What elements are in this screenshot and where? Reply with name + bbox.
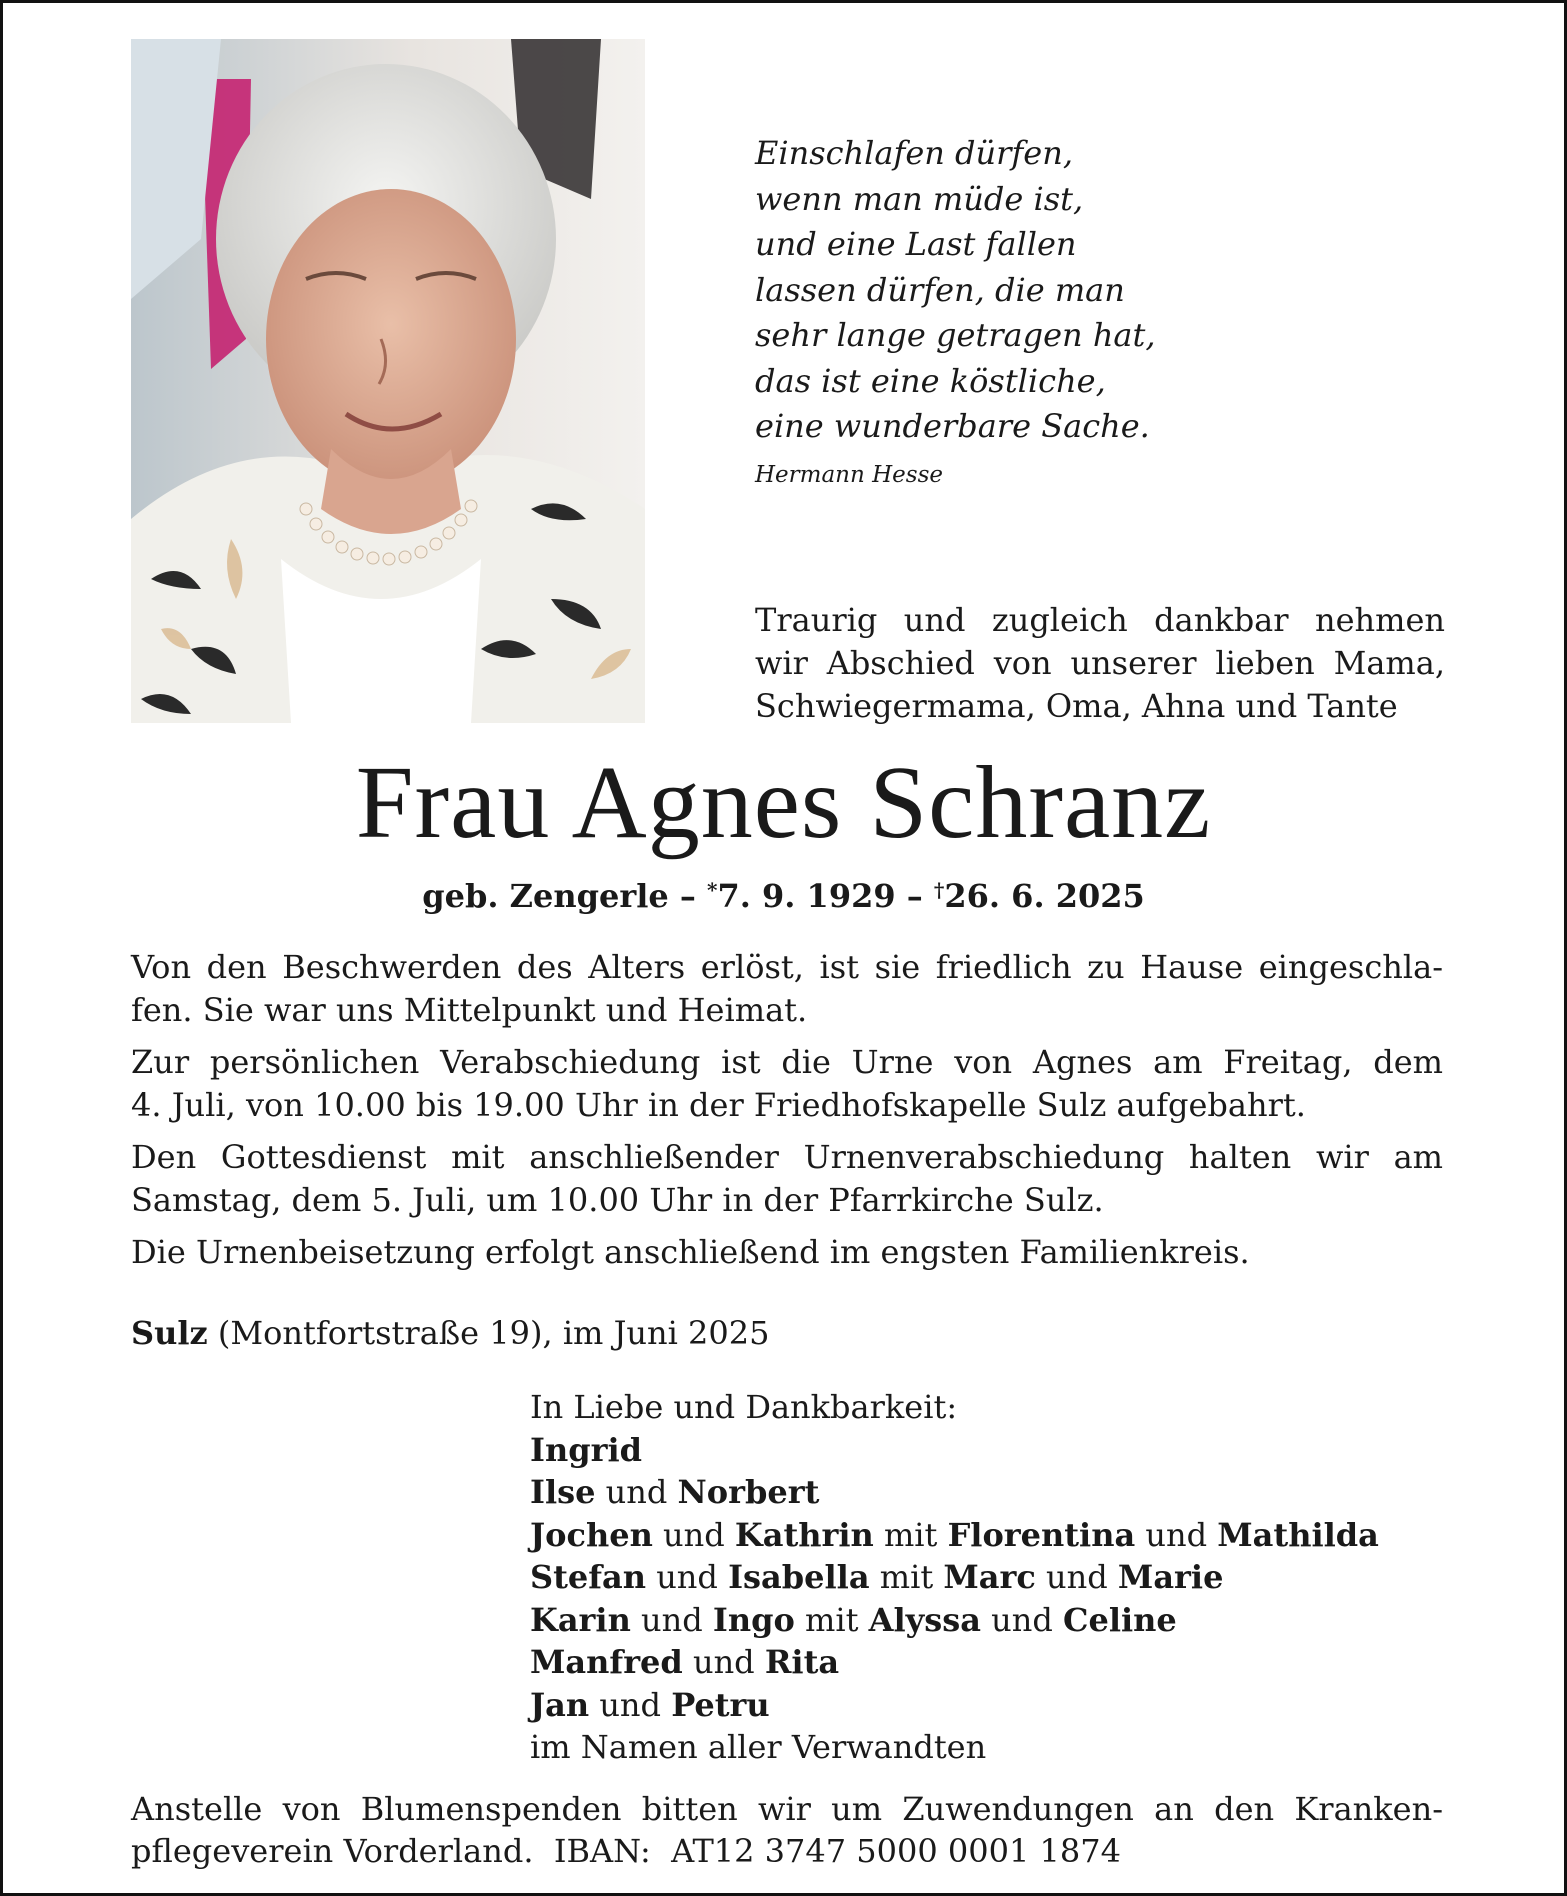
family-member: Petru [671, 1685, 770, 1724]
family-member: Mathilda [1217, 1515, 1379, 1554]
connector: und [646, 1558, 729, 1596]
intro-text [755, 599, 1445, 728]
connector: und [980, 1600, 1063, 1639]
family-line [530, 1429, 1450, 1472]
family-member: Manfred [530, 1643, 683, 1681]
paragraph [131, 1136, 1443, 1222]
family-member: Ingrid [530, 1430, 642, 1469]
family-member: Jan [530, 1685, 590, 1724]
connector: mit [794, 1600, 869, 1639]
family-line [530, 1641, 1450, 1684]
intro-line: Traurig und zugleich dankbar nehmen [755, 601, 1445, 639]
footer-line: Anstelle von Blumenspenden bitten wir um Zuwendungen an den Kranken- [131, 1790, 1443, 1828]
dash: – [679, 877, 696, 915]
poem-line: Einschlafen dürfen, [755, 134, 1073, 172]
poem-line: eine wunderbare Sache. [755, 407, 1150, 445]
place-date-line [131, 1312, 769, 1355]
poem [755, 131, 1405, 488]
connector: mit [869, 1558, 944, 1596]
family-member: Jochen [530, 1515, 653, 1554]
connector: und [652, 1515, 735, 1554]
family-member: Celine [1063, 1600, 1177, 1639]
family-member: Karin [530, 1600, 631, 1639]
death-date: 26. 6. 2025 [944, 877, 1145, 915]
family-member: Alyssa [868, 1600, 981, 1639]
connector: mit [873, 1515, 948, 1554]
footer-line: pflegeverein Vorderland. IBAN: AT12 3747 5000 0001 1874 [131, 1832, 1121, 1870]
address-date: (Montfortstraße 19), im Juni 2025 [207, 1314, 770, 1352]
dash: – [906, 877, 923, 915]
poem-line: das ist eine köstliche, [755, 361, 1106, 400]
poem-line: wenn man müde ist, [755, 179, 1084, 218]
poem-line: sehr lange getragen hat, [755, 316, 1156, 354]
family-member: Marc [943, 1558, 1036, 1596]
family-member: Rita [764, 1643, 840, 1681]
poem-author: Hermann Hesse [755, 461, 944, 488]
family-member: Ilse [530, 1473, 596, 1511]
deceased-name: Frau Agnes Schranz [355, 745, 1212, 860]
family-line [530, 1514, 1450, 1557]
family-line [530, 1556, 1450, 1599]
donation-note [131, 1788, 1443, 1872]
family-closing: im Namen aller Verwandten [530, 1728, 987, 1766]
paragraph [131, 1231, 1443, 1274]
portrait-photo [131, 39, 645, 723]
family-line [530, 1599, 1450, 1642]
poem-line: lassen dürfen, die man [755, 270, 1125, 309]
body-line: Zur persönlichen Verabschiedung ist die Urne von Agnes am Freitag, dem [131, 1043, 1443, 1081]
family-member: Marie [1117, 1558, 1224, 1596]
family-member: Ingo [712, 1600, 795, 1639]
family-list [530, 1386, 1450, 1769]
family-line [530, 1471, 1450, 1514]
place: Sulz [131, 1314, 208, 1352]
death-symbol: † [933, 878, 945, 902]
family-member: Norbert [677, 1473, 820, 1511]
body-line: Von den Beschwerden des Alters erlöst, ist sie friedlich zu Hause eingeschla- [131, 948, 1443, 986]
connector: und [595, 1473, 678, 1511]
connector: und [1135, 1515, 1218, 1554]
connector: und [589, 1685, 672, 1724]
body-line: Den Gottesdienst mit anschließender Urnenverabschiedung halten wir am [131, 1138, 1443, 1176]
family-member: Florentina [947, 1515, 1136, 1554]
birth-name: geb. Zengerle [422, 877, 669, 915]
connector: und [682, 1643, 765, 1681]
family-line [530, 1684, 1450, 1727]
poem-line: und eine Last fallen [755, 225, 1077, 263]
connector: und [630, 1600, 713, 1639]
paragraph [131, 1041, 1443, 1127]
body-line: 4. Juli, von 10.00 bis 19.00 Uhr in der Friedhofskapelle Sulz aufgebahrt. [131, 1086, 1306, 1124]
family-member: Kathrin [734, 1515, 874, 1554]
intro-line: Schwiegermama, Oma, Ahna und Tante [755, 687, 1398, 725]
body-line: Samstag, dem 5. Juli, um 10.00 Uhr in der Pfarrkirche Sulz. [131, 1181, 1104, 1219]
family-heading: In Liebe und Dankbarkeit: [530, 1388, 958, 1426]
body-line: fen. Sie war uns Mittelpunkt und Heimat. [131, 991, 808, 1029]
birth-date: 7. 9. 1929 [717, 877, 896, 915]
paragraph [131, 946, 1443, 1032]
intro-line: wir Abschied von unserer lieben Mama, [755, 644, 1445, 682]
family-member: Stefan [530, 1558, 647, 1596]
body-line: Die Urnenbeisetzung erfolgt anschließend im engsten Familienkreis. [131, 1233, 1250, 1271]
life-dates [3, 877, 1564, 915]
birth-symbol: * [706, 878, 718, 902]
notice-body [131, 946, 1443, 1283]
connector: und [1035, 1558, 1118, 1596]
family-member: Isabella [728, 1558, 870, 1596]
